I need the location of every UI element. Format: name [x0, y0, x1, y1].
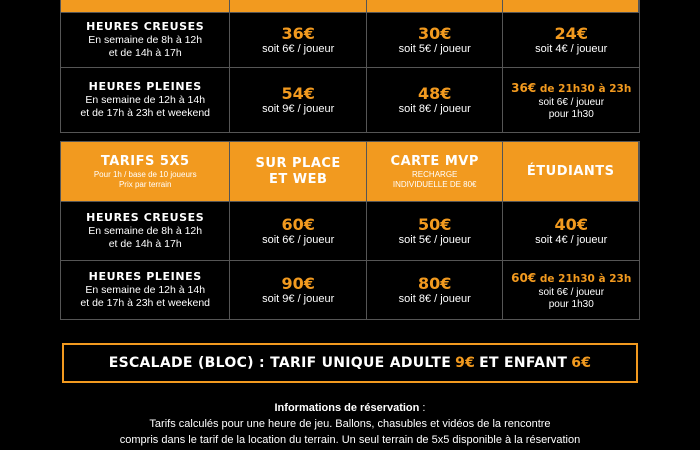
banner-text: ET ENFANT: [479, 355, 568, 371]
info-title: Informations de réservation: [274, 402, 420, 414]
row-label-line: et de 17h à 23h et weekend: [80, 297, 211, 309]
price-cell: [367, 68, 504, 132]
price-value: 90€: [281, 274, 315, 293]
table-row: [61, 13, 639, 68]
price-cell: [367, 261, 504, 319]
row-label-line: En semaine de 12h à 14h: [85, 284, 206, 296]
table-row: [61, 261, 639, 319]
header-cell-etudiants: [503, 142, 639, 201]
child-price: 6€: [571, 355, 592, 371]
adult-price: 9€: [455, 355, 476, 371]
price-value: 40€: [554, 215, 588, 234]
col-title: CARTE MVP: [390, 153, 479, 169]
col-title: ET WEB: [268, 171, 328, 187]
row-label-title: HEURES CREUSES: [86, 211, 205, 224]
pricing-table-1: [60, 0, 640, 133]
header-cell: [61, 0, 230, 12]
price-per-player: soit 8€ / joueur: [398, 103, 471, 115]
price-per-player: soit 9€ / joueur: [262, 103, 335, 115]
header-cell-tarifs: [61, 142, 230, 201]
tarifs-sub: Prix par terrain: [118, 179, 172, 189]
price-per-player: soit 5€ / joueur: [398, 43, 471, 55]
price-value: 30€: [418, 24, 452, 43]
row-label-line: En semaine de 12h à 14h: [85, 94, 206, 106]
col-title: SUR PLACE: [255, 155, 341, 171]
price-per-player: soit 9€ / joueur: [262, 293, 335, 305]
col-sub: RECHARGE: [412, 169, 458, 179]
table2-header-row: [61, 142, 639, 202]
price-time-range: de 21h30 à 23h: [536, 83, 632, 95]
price-with-time: [511, 269, 631, 287]
info-line: Tarifs calculés pour une heure de jeu. Ballons, chasubles et vidéos de la rencontre: [149, 418, 551, 430]
row-label-line: En semaine de 8h à 12h: [88, 34, 203, 46]
col-sub: INDIVIDUELLE DE 80€: [392, 179, 477, 189]
price-per-player: soit 5€ / joueur: [398, 234, 471, 246]
banner-text: ESCALADE (BLOC) : TARIF UNIQUE ADULTE: [108, 355, 452, 371]
table-row: [61, 202, 639, 261]
price-value: 50€: [418, 215, 452, 234]
price-value: 48€: [418, 84, 452, 103]
price-value: 60€: [281, 215, 315, 234]
row-label-line: et de 17h à 23h et weekend: [80, 107, 211, 119]
header-cell: [230, 0, 367, 12]
row-label-line: et de 14h à 17h: [108, 47, 182, 59]
col-title: ÉTUDIANTS: [526, 163, 615, 179]
row-label-line: En semaine de 8h à 12h: [88, 225, 203, 237]
price-per-player: soit 6€ / joueur: [262, 43, 335, 55]
tarifs-sub: Pour 1h / base de 10 joueurs: [93, 169, 197, 179]
price-cell: [230, 202, 367, 260]
price-cell: [230, 261, 367, 319]
price-per-player: soit 8€ / joueur: [398, 293, 471, 305]
tarifs-title: TARIFS 5X5: [100, 153, 190, 169]
table1-header-row: [61, 0, 639, 13]
price-value: 60€: [511, 271, 537, 285]
price-duration: pour 1h30: [548, 109, 594, 120]
info-heading: [0, 400, 700, 416]
price-per-player: soit 6€ / joueur: [538, 287, 605, 298]
price-value: 24€: [554, 24, 588, 43]
price-cell: [503, 13, 639, 67]
info-line: compris dans le tarif de la location du terrain. Un seul terrain de 5x5 disponible à la réservation: [119, 434, 581, 446]
price-per-player: soit 4€ / joueur: [535, 234, 608, 246]
price-value: 36€: [281, 24, 315, 43]
price-value: 36€: [511, 81, 537, 95]
price-cell: [367, 202, 504, 260]
price-time-range: de 21h30 à 23h: [536, 273, 632, 285]
row-label: [61, 261, 230, 319]
row-label-title: HEURES CREUSES: [86, 20, 205, 33]
price-cell: [503, 68, 639, 132]
table-row: [61, 68, 639, 132]
header-cell-carte-mvp: [367, 142, 504, 201]
price-value: 54€: [281, 84, 315, 103]
price-per-player: soit 6€ / joueur: [538, 97, 605, 108]
header-cell: [503, 0, 639, 12]
price-cell: [503, 202, 639, 260]
row-label: [61, 202, 230, 260]
row-label-title: HEURES PLEINES: [88, 80, 202, 93]
header-cell-sur-place: [230, 142, 367, 201]
pricing-table-5x5: [60, 141, 640, 320]
price-cell: [230, 13, 367, 67]
row-label-line: et de 14h à 17h: [108, 238, 182, 250]
price-cell: [503, 261, 639, 319]
row-label: [61, 13, 230, 67]
row-label: [61, 68, 230, 132]
escalade-banner: [62, 343, 638, 383]
reservation-info: [0, 400, 700, 448]
price-per-player: soit 4€ / joueur: [535, 43, 608, 55]
header-cell: [367, 0, 504, 12]
price-value: 80€: [418, 274, 452, 293]
price-cell: [367, 13, 504, 67]
info-title-suffix: :: [419, 402, 426, 414]
price-with-time: [511, 79, 631, 97]
price-cell: [230, 68, 367, 132]
price-per-player: soit 6€ / joueur: [262, 234, 335, 246]
price-duration: pour 1h30: [548, 299, 594, 310]
row-label-title: HEURES PLEINES: [88, 270, 202, 283]
